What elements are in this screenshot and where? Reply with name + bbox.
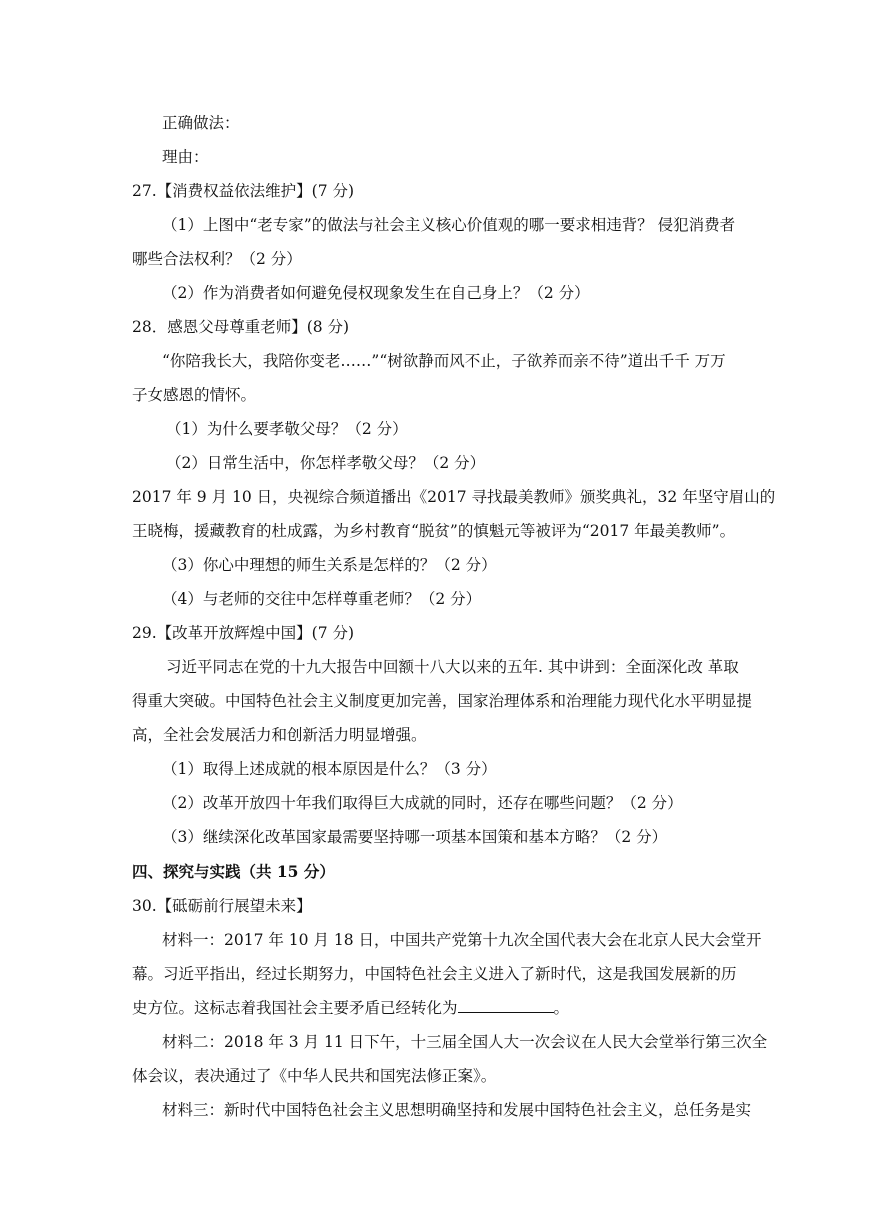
text-line: （2）日常生活中，你怎样孝敬父母？（2 分） bbox=[166, 454, 486, 472]
section-heading: 四、探究与实践（共 15 分） bbox=[132, 862, 335, 881]
text-segment: 史方位。这标志着我国社会主要矛盾已经转化为 bbox=[132, 999, 458, 1017]
text-line: 材料二：2018 年 3 月 11 日下午，十三届全国人大一次会议在人民大会堂举行第三次全 bbox=[162, 1033, 768, 1051]
text-line: 理由： bbox=[162, 148, 209, 166]
text-line: （2）改革开放四十年我们取得巨大成就的同时，还存在哪些问题？（2 分） bbox=[162, 794, 683, 812]
text-line: （4）与老师的交往中怎样尊重老师？（2 分） bbox=[162, 590, 482, 608]
question-heading: 28．感恩父母尊重老师】(8 分) bbox=[132, 318, 350, 336]
text-line: 子女感恩的情怀。 bbox=[132, 386, 257, 404]
text-line: （1）为什么要孝敬父母？（2 分） bbox=[166, 420, 408, 438]
text-line: 幕。习近平指出，经过长期努力，中国特色社会主义进入了新时代，这是我国发展新的历 bbox=[132, 965, 737, 983]
text-line: 材料三：新时代中国特色社会主义思想明确坚持和发展中国特色社会主义，总任务是实 bbox=[162, 1101, 752, 1119]
text-line: “你陪我长大，我陪你变老……”“树欲静而风不止，子欲养而亲不待”道出千千 万万 bbox=[162, 352, 726, 370]
text-line: 2017 年 9 月 10 日，央视综合频道播出《2017 寻找最美教师》颁奖典礼，32 年坚守眉山的 bbox=[132, 488, 776, 506]
text-line: （3）你心中理想的师生关系是怎样的？（2 分） bbox=[162, 556, 497, 574]
text-line: 正确做法： bbox=[162, 114, 240, 132]
question-heading: 29.【改革开放辉煌中国】(7 分) bbox=[132, 624, 355, 642]
text-line: （1）取得上述成就的根本原因是什么？（3 分） bbox=[162, 760, 497, 778]
text-line: 习近平同志在党的十九大报告中回额十八大以来的五年. 其中讲到：全面深化改 革取 bbox=[166, 658, 739, 676]
text-line: 材料一：2017 年 10 月 18 日，中国共产党第十九次全国代表大会在北京人民大会堂开 bbox=[162, 931, 762, 949]
text-line: 王晓梅，援藏教育的杜成露，为乡村教育“脱贫”的慎魁元等被评为“2017 年最美教师”。 bbox=[132, 522, 736, 540]
question-heading: 30.【砥砺前行展望未来】 bbox=[132, 897, 312, 915]
answer-blank[interactable] bbox=[458, 998, 554, 1013]
text-line: （2）作为消费者如何避免侵权现象发生在自己身上？（2 分） bbox=[162, 284, 590, 302]
text-line: （1）上图中“老专家”的做法与社会主义核心价值观的哪一要求相违背？ 侵犯消费者 bbox=[162, 216, 736, 234]
text-line: 高，全社会发展活力和创新活力明显增强。 bbox=[132, 726, 427, 744]
question-heading: 27.【消费权益依法维护】(7 分) bbox=[132, 182, 355, 200]
text-line: 体会议，表决通过了《中华人民共和国宪法修正案》。 bbox=[132, 1067, 497, 1085]
text-line: 哪些合法权利？（2 分） bbox=[132, 250, 302, 268]
text-line: 得重大突破。中国特色社会主义制度更加完善，国家治理体系和治理能力现代化水平明显提 bbox=[132, 692, 753, 710]
text-line: （3）继续深化改革国家最需要坚持哪一项基本国策和基本方略？（2 分） bbox=[162, 828, 668, 846]
text-line-with-blank bbox=[132, 998, 742, 1018]
text-segment: 。 bbox=[553, 999, 570, 1017]
